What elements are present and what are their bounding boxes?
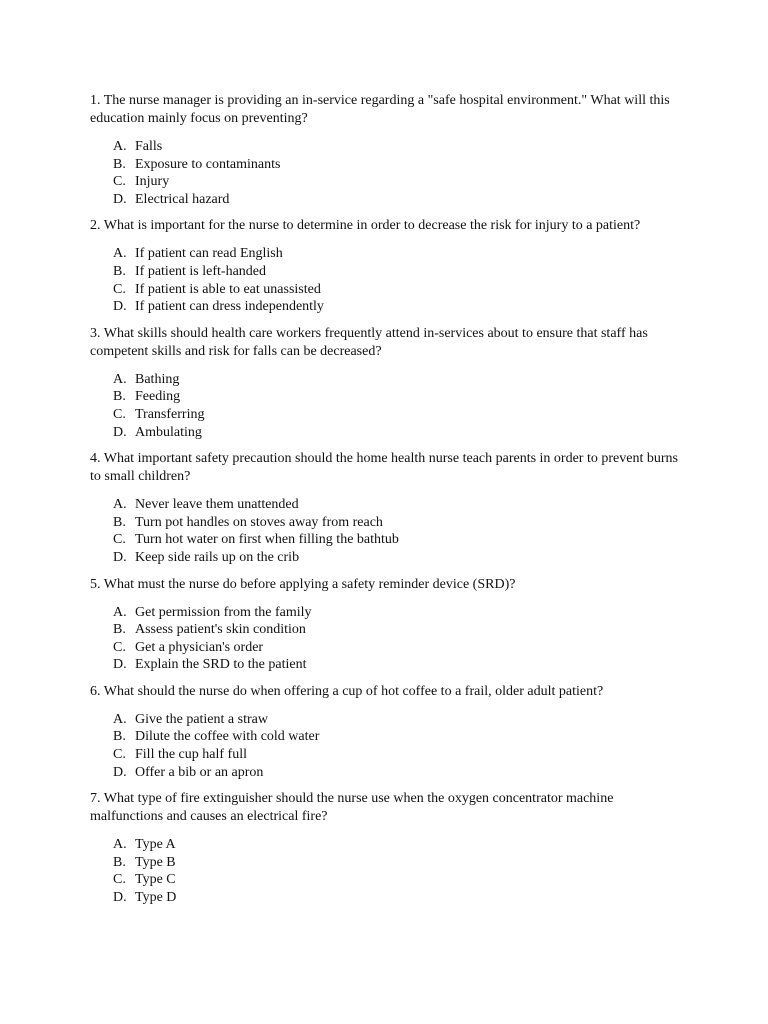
option-a [113,371,680,389]
option-letter: D. [113,299,127,315]
option-a [113,245,680,263]
option-letter: D. [113,424,127,440]
option-text: Injury [135,174,170,190]
option-letter: A. [113,246,127,262]
option-text: Feeding [135,389,181,405]
option-letter: A. [113,604,127,620]
option-b [113,854,680,872]
option-letter: C. [113,872,126,888]
option-text: Ambulating [135,424,202,440]
option-a [113,836,680,854]
option-text: Give the patient a straw [135,711,268,727]
option-d [113,191,680,209]
option-letter: C. [113,639,126,655]
option-letter: D. [113,890,127,906]
option-text: Dilute the coffee with cold water [135,729,320,745]
option-text: Keep side rails up on the crib [135,549,300,565]
option-text: Transferring [135,406,205,422]
option-a [113,604,680,622]
option-text: Type B [135,854,176,870]
option-text: Falls [135,139,163,154]
option-letter: B. [113,729,126,745]
question-text: 2. What is important for the nurse to determine in order to decrease the risk for injury to a patient? [90,218,641,234]
option-list [90,711,680,781]
question-4 [90,450,680,566]
option-list [90,138,680,208]
question-text: 3. What skills should health care workers frequently attend in-services about to ensure that staff has competent skills and risk for falls can be decreased? [90,325,648,359]
option-text: Electrical hazard [135,191,230,207]
option-letter: C. [113,406,126,422]
question-text: 1. The nurse manager is providing an in-service regarding a "safe hospital environment." What will this education mainly focus on preventing? [90,93,670,126]
option-c [113,531,680,549]
option-d [113,549,680,567]
option-text: If patient is left-handed [135,263,267,279]
question-3 [90,325,680,441]
option-a [113,138,680,156]
option-b [113,728,680,746]
option-text: Exposure to contaminants [135,156,281,172]
option-text: Type C [135,872,176,888]
question-text: 7. What type of fire extinguisher should the nurse use when the oxygen concentrator machine malfunctions and causes an electrical fire? [90,791,614,825]
option-letter: B. [113,156,126,172]
question-7 [90,790,680,906]
option-text: Get permission from the family [135,604,312,620]
option-text: Turn pot handles on stoves away from reach [135,514,383,530]
option-letter: B. [113,389,126,405]
option-letter: D. [113,764,127,780]
question-6 [90,683,680,781]
question-text: 4. What important safety precaution should the home health nurse teach parents in order to prevent burns to small children? [90,451,678,485]
option-d [113,764,680,782]
question-5 [90,576,680,674]
option-b [113,621,680,639]
option-c [113,871,680,889]
option-text: If patient can read English [135,246,283,262]
option-list [90,836,680,906]
question-list [90,92,680,916]
option-letter: B. [113,622,126,638]
option-list [90,496,680,566]
option-a [113,496,680,514]
option-letter: B. [113,263,126,279]
option-letter: B. [113,854,126,870]
option-text: Type D [135,890,177,906]
option-b [113,263,680,281]
option-text: Offer a bib or an apron [135,764,264,780]
option-b [113,156,680,174]
question-text: 5. What must the nurse do before applying a safety reminder device (SRD)? [90,576,516,592]
option-d [113,298,680,316]
option-b [113,388,680,406]
option-letter: A. [113,837,127,853]
option-letter: C. [113,174,126,190]
option-letter: A. [113,139,127,154]
option-text: Type A [135,837,176,853]
option-d [113,889,680,907]
option-list [90,245,680,315]
option-c [113,281,680,299]
option-list [90,371,680,441]
option-letter: D. [113,657,127,673]
question-2 [90,217,680,315]
option-text: Get a physician's order [135,639,264,655]
question-text: 6. What should the nurse do when offering a cup of hot coffee to a frail, older adult patient? [90,683,604,699]
option-letter: A. [113,371,127,387]
option-text: Turn hot water on first when filling the bathtub [135,532,399,548]
option-b [113,514,680,532]
option-text: Never leave them unattended [135,497,299,513]
option-letter: C. [113,747,126,763]
option-text: If patient is able to eat unassisted [135,281,321,297]
option-c [113,406,680,424]
option-letter: A. [113,711,127,727]
option-c [113,639,680,657]
question-1 [90,92,680,208]
option-d [113,424,680,442]
option-text: Explain the SRD to the patient [135,657,307,673]
option-letter: D. [113,549,127,565]
option-letter: C. [113,532,126,548]
option-text: If patient can dress independently [135,299,324,315]
option-letter: A. [113,497,127,513]
option-text: Bathing [135,371,180,387]
option-c [113,173,680,191]
option-text: Fill the cup half full [135,747,247,763]
option-text: Assess patient's skin condition [135,622,306,638]
option-letter: D. [113,191,127,207]
option-list [90,604,680,674]
option-d [113,656,680,674]
option-a [113,711,680,729]
option-letter: B. [113,514,126,530]
option-letter: C. [113,281,126,297]
option-c [113,746,680,764]
